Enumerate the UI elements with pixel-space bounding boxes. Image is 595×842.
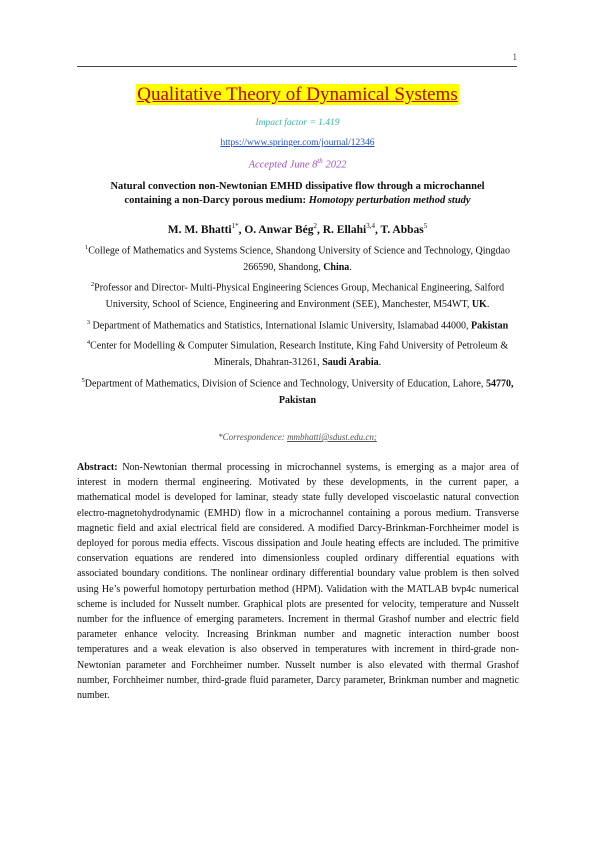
abstract-text: Non-Newtonian thermal processing in microchannel systems, is emerging as a major area of interest in modern thermal engineering. Motivated by these developments, in the current paper, a mathematical model is developed for laminar, steady state fully developed viscoelastic natural convection electro-magnetohydrodynamic (EMHD) flow in a microchannel containing a porous medium. Transverse magnetic field and axial electrical field are considered. A modified Darcy-Brinkman-Forchheimer model is deployed for porous media effects. Viscous dissipation and Joule heating effects are included. The primitive conservation equations are rendered into dimensionless coupled ordinary differential equations with associated boundary conditions. The nonlinear ordinary differential boundary value problem is then solved using He’s powerful homotopy perturbation method (HPM). Validation with the MATLAB bvp4c numerical scheme is included for Nusselt number. Graphical plots are presented for velocity, temperature and Nusselt number for the influence of emerging parameters. Increment in thermal Grashof number and electric field parameter enhance velocity. Increasing Brinkman number and magnetic interaction number boost temperatures and a weak elevation is also observed in temperatures with increment in third-grade non-Newtonian parameter and Forchheimer number. Nusselt number is also elevated with thermal Grashof number, Forchheimer number, third-grade fluid parameter, Darcy parameter, Brinkman number and magnetic number. <box>77 462 519 702</box>
accepted-sup: th <box>317 157 323 165</box>
affiliation: $^3$ Department of Mathematics and Statistics, International Islamic University, Islamabad 44000, Pakistan <box>86 318 509 331</box>
accepted-suffix: 2022 <box>322 159 347 171</box>
affiliation: $^5$Department of Mathematics, Division of Science and Technology, University of Education, Lahore, 54770, Pakistan <box>81 376 514 406</box>
abstract-label: Abstract: <box>77 462 118 473</box>
affiliation: $^2$Professor and Director- Multi-Physical Engineering Sciences Group, Mechanical Engineering, Salford University, School of Science, Engineering and Environment (SEE), Manchester, M54WT, UK. <box>90 281 505 311</box>
title-line1: Natural convection non-Newtonian EMHD dissipative flow through a microchannel <box>110 181 485 192</box>
page-number: 1 <box>512 52 517 62</box>
title-line2: containing a non-Darcy porous medium: <box>124 195 309 206</box>
affiliation: $^4$Center for Modelling & Computer Simulation, Research Institute, King Fahd University of Petroleum & Minerals, Dhahran-31261, Saudi Arabia. <box>86 339 509 369</box>
header-rule <box>77 66 517 67</box>
journal-title <box>0 84 595 106</box>
title-line2-italic: Homotopy perturbation method study <box>308 195 471 206</box>
author: T. Abbas$^5$ <box>380 222 428 236</box>
correspondence-label: *Correspondence: <box>218 432 288 442</box>
author: O. Anwar Bég$^2$, <box>244 222 323 236</box>
abstract <box>77 460 519 703</box>
author: M. M. Bhatti$^{1*}$, <box>167 222 245 236</box>
accepted-prefix: Accepted June 8 <box>248 159 318 171</box>
journal-title-text: Qualitative Theory of Dynamical Systems <box>137 84 458 105</box>
author-list <box>0 222 595 236</box>
correspondence-email[interactable]: mmbhatti@sdust.edu.cn; <box>287 432 377 442</box>
impact-factor: Impact factor = 1.419 <box>255 118 340 128</box>
affiliation: $^1$College of Mathematics and Systems Science, Shandong University of Science and Technology, Qingdao 266590, Shandong, China. <box>85 244 510 273</box>
journal-link[interactable]: https://www.springer.com/journal/12346 <box>220 138 375 148</box>
paper-title <box>80 180 515 208</box>
affiliations <box>75 240 520 410</box>
correspondence <box>0 432 595 442</box>
author: R. Ellahi$^{3,4}$, <box>322 222 381 236</box>
accepted-date <box>0 157 595 171</box>
